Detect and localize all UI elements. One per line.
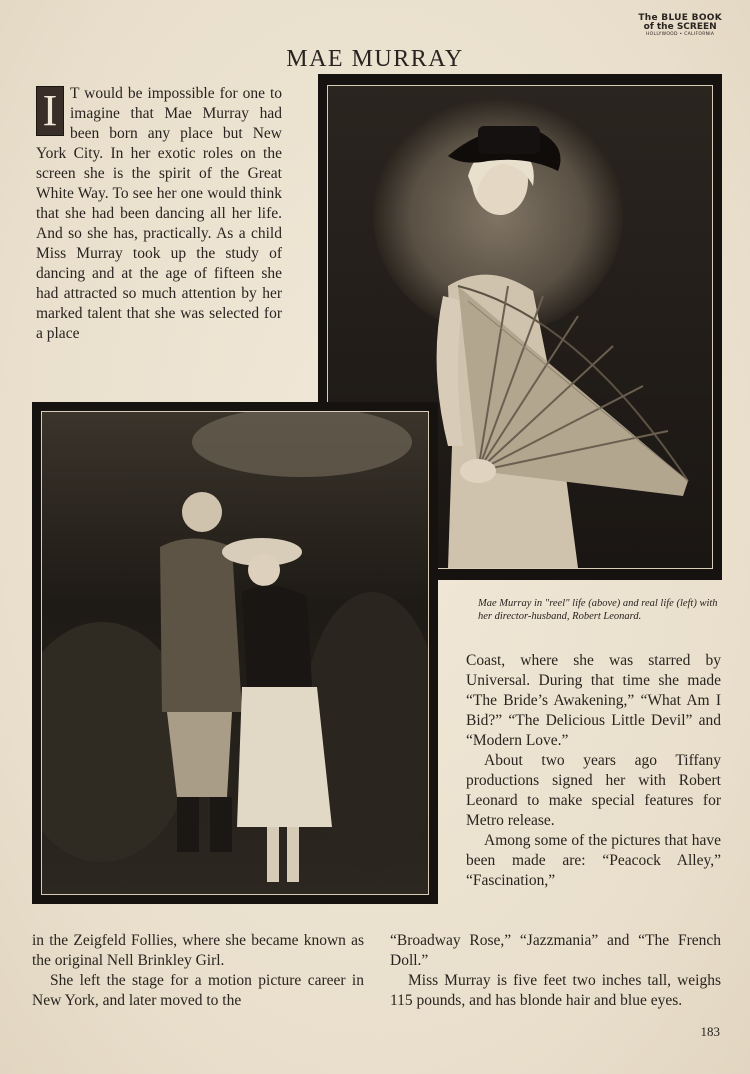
right-bottom-paragraph-2: Miss Murray is five feet two inches tall, weighs 115 pounds, and has blonde hair and blue eyes. — [390, 972, 721, 1009]
right-bottom-paragraph-1: “Broadway Rose,” “Jazzmania” and “The French Doll.” — [390, 932, 721, 969]
left-bottom-paragraph-2: She left the stage for a motion picture career in New York, and later moved to the — [32, 972, 364, 1009]
publication-masthead — [638, 14, 722, 38]
left-bottom-paragraph-1: in the Zeigfeld Follies, where she became known as the original Nell Brinkley Girl. — [32, 932, 364, 969]
candid-photo — [41, 411, 429, 895]
intro-text: T would be impossible for one to imagine that Mae Murray had been born any place but New York City. In her exotic roles on the screen she is the spirit of the Great White Way. To see her one would think that she had been dancing all her life. And so she has, practically. As a child Miss Murray took up the study of dancing and at the age of fifteen she had attracted so much attention by her marked talent that she was selected for a place — [36, 85, 282, 342]
masthead-line-2: of the SCREEN — [643, 22, 717, 32]
photo-caption: Mae Murray in "reel" life (above) and real life (left) with her director-husband, Robert Leonard. — [478, 598, 718, 622]
article-title: MAE MURRAY — [286, 46, 464, 72]
intro-paragraph — [36, 84, 282, 344]
right-paragraph-1: Coast, where she was starred by Universal. During that time she made “The Bride’s Awakening,” “What Am I Bid?” “The Delicious Little Devil” and “Modern Love.” — [466, 652, 721, 749]
page-number: 183 — [700, 1024, 720, 1039]
right-paragraph-3: Among some of the pictures that have been made are: “Peacock Alley,” “Fascination,” — [466, 832, 721, 889]
drop-cap: I — [36, 86, 64, 136]
left-bottom-text — [32, 931, 364, 1011]
right-paragraph-2: About two years ago Tiffany productions signed her with Robert Leonard to make special features for Metro release. — [466, 752, 721, 829]
masthead-line-1: The BLUE BOOK — [638, 13, 722, 23]
candid-photo-frame — [32, 402, 438, 904]
masthead-line-3: HOLLYWOOD • CALIFORNIA — [646, 32, 715, 37]
right-column-text — [466, 651, 721, 891]
right-bottom-text — [390, 931, 721, 1011]
